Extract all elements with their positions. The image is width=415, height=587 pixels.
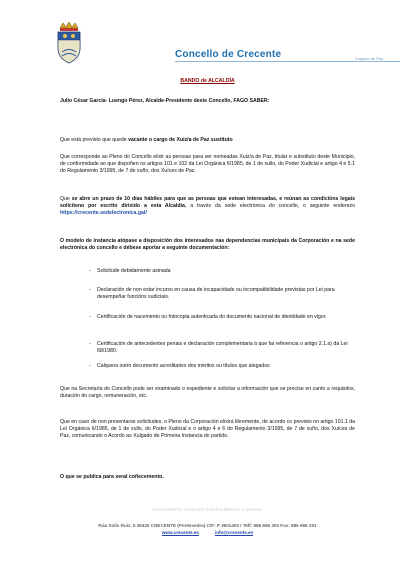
- header-divider: [175, 61, 400, 62]
- paragraph-secretariat: Que na Secretaría do Concello pode ser examinado o expediente e solicitar a información que se precise en canto a requisitos, duración do cargo, remuneración, etc.: [60, 386, 355, 399]
- paragraph-vacancy: Que está previsto que quede vacante o cargo de Xuiz/a de Paz sustituto: [60, 137, 233, 143]
- header-title: Concello de Crecente: [175, 49, 282, 60]
- coat-of-arms-logo: [56, 22, 82, 64]
- paragraph-legal-basis: Que corresponde ao Pleno do Concello elixir as persoas para ser nomeadas Xuiz/a de Paz, titular e substituto deste Municipio, de conformidade ao que dispoñen os artigos 101 e 102 da Lei Orgánica 6/1985, de 1 de xullo, do Poder Xudicial e artigo 4 e 5.1 do Regulamento 3/1995, de 7 de xuño, dos Xuíces de Paz.: [60, 154, 355, 174]
- footer-address: Rúa Solís Ruiz, 5 36420 CRECENTE (Pontevedra) CIF: P 3601400 I Telf: 986 666 300 Fax: 986 666 251: [98, 523, 317, 528]
- list-dash: -: [89, 268, 91, 274]
- closing-line: O que se publica para xeral coñecemento.: [60, 474, 164, 480]
- list-dash: -: [89, 287, 91, 293]
- paragraph-deadline: Que se abre un prazo de 10 días hábiles para que as persoas que estean interesadas, e reúnan as condicións legais soliciteno por escrito dirixido a esta Alcaldía, a través da sede electrónica do concello, o seguinte enderezo https://crecente.sedelectronica.gal/: [60, 196, 356, 216]
- paragraph-documentation: O modelo de instancia atópase a disposición dos interesados nas dependencias municipais da Corporación e na sede electrónica do concello e débese aportar a seguinte documentación:: [60, 238, 355, 251]
- paragraph-no-applications: Que en caso de non presentarse solicitudes, o Pleno da Corporación elixirá libremente, de acordo co previsto no artigo 101.1 da Lei Orgánica 6/1985, de 1 de xullo, do Poder Xudicial e o artigo 4 e 6 do Regulamento 3/1995, de 7 de xuño, dos Xuíces de Paz, comunicando o Acordo ao Xulgado de Primeira Instancia do partido.: [60, 419, 356, 439]
- list-item: Solicitude debidamente asinada: [97, 268, 171, 274]
- footer-web-link[interactable]: www.crecente.es: [161, 530, 199, 535]
- footer-email-link[interactable]: info@crecente.es: [214, 530, 254, 535]
- sede-link[interactable]: https://crecente.sedelectronica.gal/: [60, 210, 147, 216]
- document-title: BANDO de ALCALDÍA: [180, 78, 235, 84]
- list-item: Certificación de antecedentes penais e declaración complementaria á que fai referencia o artigo 2.1.a) da Lei 68/1980.: [97, 341, 348, 354]
- list-item: Calquera outro documento acreditativo dos méritos ou títulos que alegados: [97, 363, 270, 369]
- intro-line: Julio César García- Luengo Pérez, Alcalde-Presidente deste Concello, FAGO SABER:: [60, 98, 270, 104]
- digital-signature-stamp: DOCUMENTO ASINADO DIXITALMENTE Á MARXE: [152, 507, 263, 512]
- list-dash: -: [89, 363, 91, 369]
- header-subtitle: Xulgado de Paz: [355, 56, 384, 61]
- list-item: Declaración de non estar incurso en causa de incapacidade ou incompatibilidade previstas por Lei para desempeñar funcións xudiciais.: [97, 287, 335, 300]
- list-dash: -: [89, 314, 91, 320]
- footer-links: [0, 530, 415, 535]
- list-item: Certificación de nacemento ou fotocopia autenticada do documento nacional de identidade en vigor.: [97, 314, 327, 320]
- list-dash: -: [89, 341, 91, 347]
